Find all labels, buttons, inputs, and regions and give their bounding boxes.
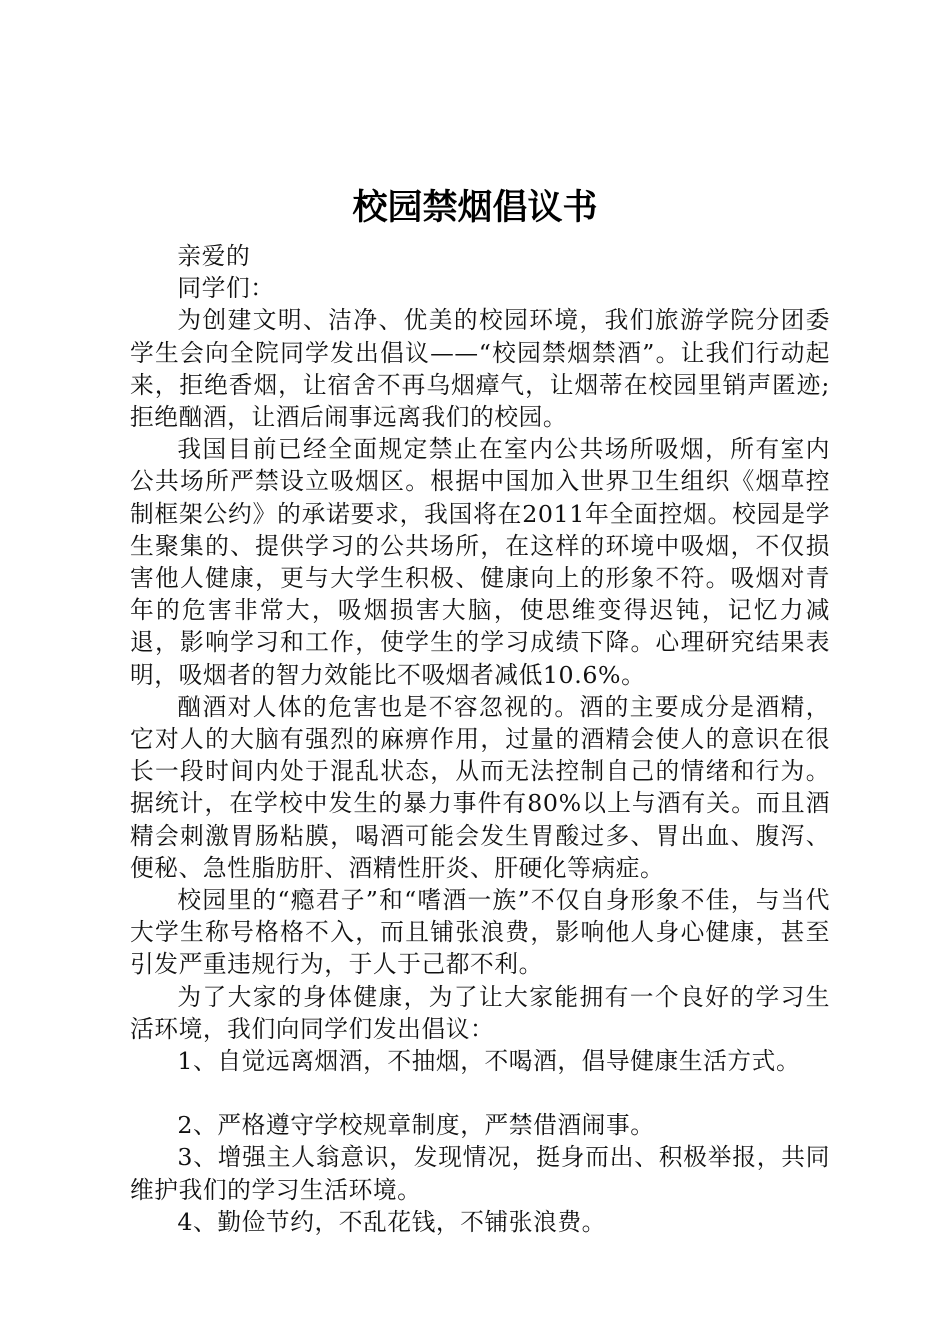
paragraph-drinking: 酗酒对人体的危害也是不容忽视的。酒的主要成分是酒精，它对人的大脑有强烈的麻痹作用，过量的酒精会使人的意识在很长一段时间内处于混乱状态，从而无法控制自己的情绪和行为。据统计，在学校中发生的暴力事件有80%以上与酒有关。而且酒精会刺激胃肠粘膜，喝酒可能会发生胃酸过多、胃出血、腹泻、便秘、急性脂肪肝、酒精性肝炎、肝硬化等病症。: [130, 692, 830, 882]
salutation-line-2: 同学们：: [177, 274, 275, 303]
paragraph-proposal: 为了大家的身体健康，为了让大家能拥有一个良好的学习生活环境，我们向同学们发出倡议：: [130, 982, 830, 1043]
list-item-2: 2、严格遵守学校规章制度，严禁借酒闹事。: [177, 1111, 655, 1140]
paragraph-intro: 为创建文明、洁净、优美的校园环境，我们旅游学院分团委学生会向全院同学发出倡议——“校园禁烟禁酒”。让我们行动起来，拒绝香烟，让宿舍不再乌烟瘴气，让烟蒂在校园里销声匿迹;拒绝酗酒，让酒后闹事远离我们的校园。: [130, 306, 830, 432]
paragraph-smoking: 我国目前已经全面规定禁止在室内公共场所吸烟，所有室内公共场所严禁设立吸烟区。根据中国加入世界卫生组织《烟草控制框架公约》的承诺要求，我国将在2011年全面控烟。校园是学生聚集的、提供学习的公共场所，在这样的环境中吸烟，不仅损害他人健康，更与大学生积极、健康向上的形象不符。吸烟对青年的危害非常大，吸烟损害大脑，使思维变得迟钝，记忆力减退，影响学习和工作，使学生的学习成绩下降。心理研究结果表明，吸烟者的智力效能比不吸烟者减低10.6%。: [130, 435, 830, 689]
list-item-4: 4、勤俭节约，不乱花钱，不铺张浪费。: [177, 1207, 606, 1236]
salutation-line-1: 亲爱的: [177, 242, 251, 270]
document-title: 校园禁烟倡议书: [352, 187, 598, 228]
list-item-1: 1、自觉远离烟酒，不抽烟，不喝酒，倡导健康生活方式。: [177, 1047, 801, 1076]
paragraph-campus: 校园里的“瘾君子”和“嗜酒一族”不仅自身形象不佳，与当代大学生称号格格不入，而且铺张浪费，影响他人身心健康，甚至引发严重违规行为，于人于己都不利。: [130, 886, 830, 979]
list-item-3: 3、增强主人翁意识，发现情况，挺身而出、积极举报，共同维护我们的学习生活环境。: [130, 1143, 830, 1204]
document-body: [130, 240, 830, 1238]
